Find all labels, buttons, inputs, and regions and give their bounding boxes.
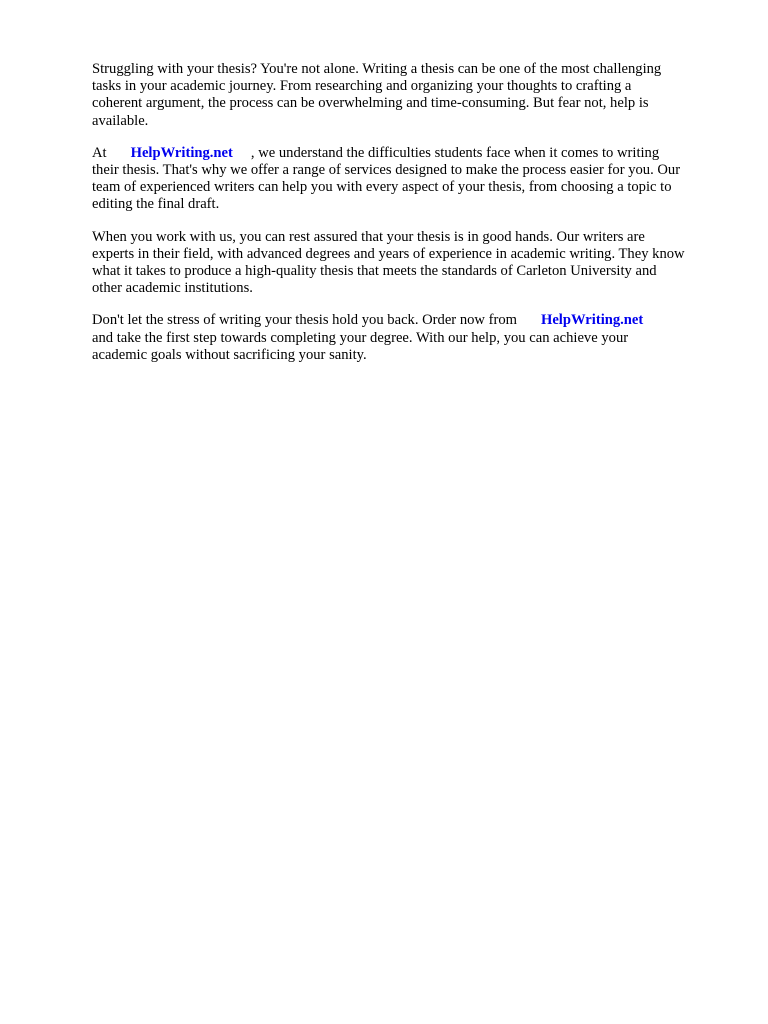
text-line [92,145,728,162]
text-line: editing the final draft. [92,196,220,213]
text-line: When you work with us, you can rest assured that your thesis is in good hands. Our writers are [92,228,645,245]
text-line: academic goals without sacrificing your sanity. [92,346,367,363]
paragraph-services [92,145,728,214]
text-line: available. [92,112,149,129]
text-line: experts in their field, with advanced degrees and years of experience in academic writing. They know [92,245,685,262]
text-line: tasks in your academic journey. From researching and organizing your thoughts to crafting a [92,78,632,95]
text-line: and take the first step towards completing your degree. With our help, you can achieve your [92,329,629,346]
text-line: other academic institutions. [92,280,253,297]
text-line [92,312,728,329]
paragraph-writers [92,229,728,298]
helpwriting-link[interactable]: HelpWriting.net [540,312,644,329]
helpwriting-link[interactable]: HelpWriting.net [130,144,233,161]
text-line: what it takes to produce a high-quality thesis that meets the standards of Carleton University and [92,263,657,280]
paragraph-call-to-action [92,312,728,364]
text-line: Struggling with your thesis? You're not alone. Writing a thesis can be one of the most challenging [92,61,662,77]
text-fragment: , we understand the difficulties students face when it comes to writing [250,144,660,161]
document-body [92,61,728,379]
paragraph-intro [92,61,728,130]
text-line: their thesis. That's why we offer a range of services designed to make the process easier for you. Our [92,162,681,179]
text-line: coherent argument, the process can be overwhelming and time-consuming. But fear not, help is [92,95,649,112]
text-fragment: At [92,144,107,161]
text-fragment: Don't let the stress of writing your thesis hold you back. Order now from [92,312,517,329]
text-line: team of experienced writers can help you with every aspect of your thesis, from choosing a topic to [92,179,672,196]
